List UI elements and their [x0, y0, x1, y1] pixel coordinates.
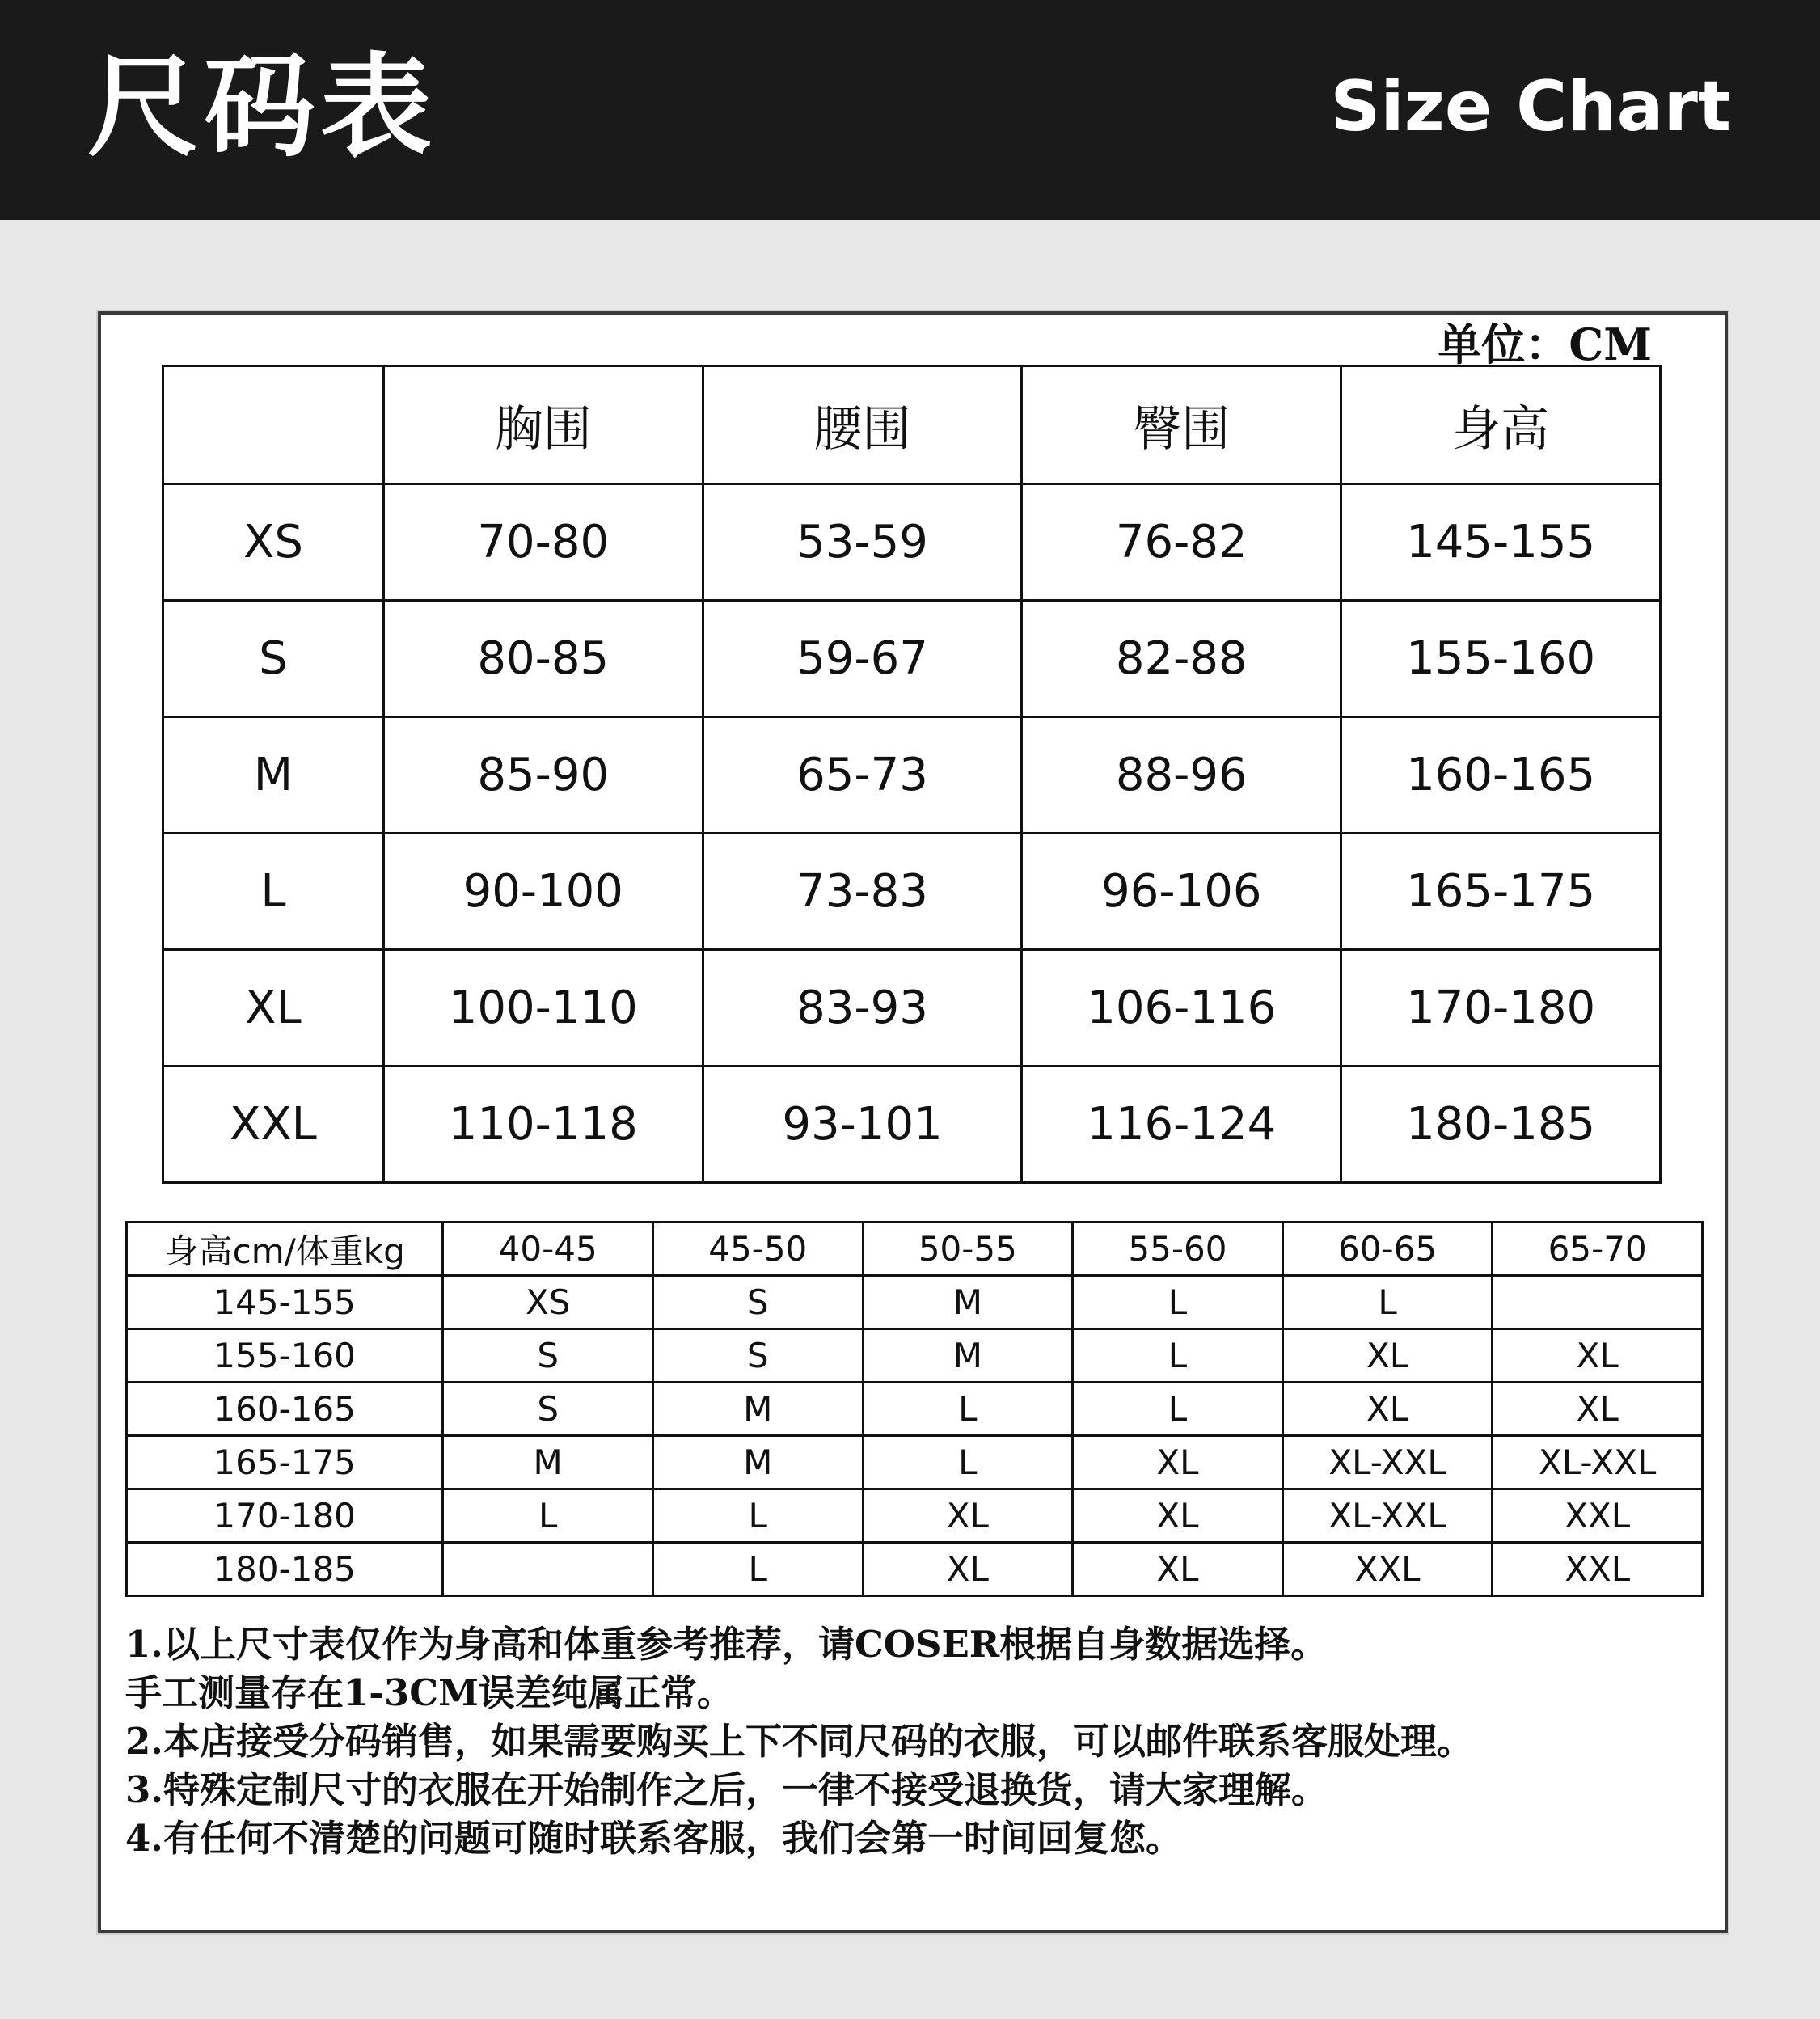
note-line: 4.有任何不清楚的问题可随时联系客服，我们会第一时间回复您。 [125, 1817, 1182, 1860]
row-label-cell: 155-160 [127, 1329, 443, 1383]
table-cell: 82-88 [1022, 601, 1341, 717]
table-cell: XL [1282, 1383, 1493, 1436]
table-cell [443, 1543, 653, 1596]
table-cell: 70-80 [383, 484, 703, 601]
table-cell: XL [1493, 1329, 1703, 1383]
row-label-cell: M [163, 717, 384, 834]
table-cell: XS [443, 1276, 653, 1329]
row-label-cell: 170-180 [127, 1489, 443, 1543]
table-cell [1493, 1276, 1703, 1329]
header-cell: 臀围 [1022, 366, 1341, 484]
table-cell: 65-73 [703, 717, 1022, 834]
table-cell: S [652, 1276, 863, 1329]
table-cell: 155-160 [1341, 601, 1661, 717]
notes-section [125, 1620, 1710, 1863]
row-label-cell: XL [163, 950, 384, 1067]
table-cell: M [863, 1276, 1073, 1329]
table-row [163, 601, 1661, 717]
table-cell: L [652, 1489, 863, 1543]
table-cell: S [652, 1329, 863, 1383]
table-row [163, 834, 1661, 950]
header-cell: 65-70 [1493, 1223, 1703, 1276]
header-cell: 40-45 [443, 1223, 653, 1276]
header-cell: 腰围 [703, 366, 1022, 484]
table-cell: M [443, 1436, 653, 1489]
table-cell: 110-118 [383, 1067, 703, 1183]
table-cell: 96-106 [1022, 834, 1341, 950]
table-cell: 180-185 [1341, 1067, 1661, 1183]
table-cell: XL-XXL [1282, 1436, 1493, 1489]
row-label-cell: 165-175 [127, 1436, 443, 1489]
table-cell: XL [1282, 1329, 1493, 1383]
table-cell: 116-124 [1022, 1067, 1341, 1183]
table-cell: 59-67 [703, 601, 1022, 717]
table-cell: L [863, 1383, 1073, 1436]
table-cell: L [863, 1436, 1073, 1489]
row-label-cell: S [163, 601, 384, 717]
table-cell: 145-155 [1341, 484, 1661, 601]
table-header-row [127, 1223, 1703, 1276]
table-row [163, 484, 1661, 601]
table-row [163, 717, 1661, 834]
table-cell: XL [1073, 1543, 1283, 1596]
header-cell: 60-65 [1282, 1223, 1493, 1276]
note-line: 3.特殊定制尺寸的衣服在开始制作之后，一律不接受退换货，请大家理解。 [125, 1768, 1328, 1811]
row-label-cell: XXL [163, 1067, 384, 1183]
page-title-en: Size Chart [1330, 66, 1731, 147]
table-cell: XXL [1493, 1543, 1703, 1596]
table-cell: XL-XXL [1493, 1436, 1703, 1489]
table-row [127, 1436, 1703, 1489]
header-cell [163, 366, 384, 484]
row-label-cell: L [163, 834, 384, 950]
size-chart-panel [98, 311, 1728, 1933]
table-cell: 93-101 [703, 1067, 1022, 1183]
header-cell: 50-55 [863, 1223, 1073, 1276]
note-line: 手工测量存在1-3CM误差纯属正常。 [125, 1671, 733, 1714]
table-cell: 73-83 [703, 834, 1022, 950]
table-row [127, 1276, 1703, 1329]
row-label-cell: 180-185 [127, 1543, 443, 1596]
table-row [127, 1383, 1703, 1436]
table-row [127, 1543, 1703, 1596]
note-line: 1.以上尺寸表仅作为身高和体重参考推荐，请COSER根据自身数据选择。 [125, 1623, 1328, 1666]
table-cell: XL [1073, 1489, 1283, 1543]
table-cell: 90-100 [383, 834, 703, 950]
table-cell: 85-90 [383, 717, 703, 834]
table-cell: 53-59 [703, 484, 1022, 601]
table-cell: 80-85 [383, 601, 703, 717]
table-cell: M [652, 1436, 863, 1489]
table-cell: 106-116 [1022, 950, 1341, 1067]
table-header-row [163, 366, 1661, 484]
size-measurement-table [162, 365, 1662, 1184]
table-row [163, 950, 1661, 1067]
table-cell: S [443, 1383, 653, 1436]
table-cell: S [443, 1329, 653, 1383]
unit-label: 单位：CM [1438, 319, 1652, 370]
table-cell: 160-165 [1341, 717, 1661, 834]
table-row [163, 1067, 1661, 1183]
header-bar [0, 0, 1820, 220]
table-row [127, 1489, 1703, 1543]
table-cell: L [1073, 1329, 1283, 1383]
header-cell: 身高 [1341, 366, 1661, 484]
table-cell: L [1282, 1276, 1493, 1329]
table-cell: 165-175 [1341, 834, 1661, 950]
header-cell: 45-50 [652, 1223, 863, 1276]
table-cell: XL-XXL [1282, 1489, 1493, 1543]
note-line: 2.本店接受分码销售，如果需要购买上下不同尺码的衣服，可以邮件联系客服处理。 [125, 1720, 1473, 1763]
header-cell: 55-60 [1073, 1223, 1283, 1276]
table-cell: 76-82 [1022, 484, 1341, 601]
table-cell: L [1073, 1276, 1283, 1329]
header-cell: 身高cm/体重kg [127, 1223, 443, 1276]
table-cell: M [652, 1383, 863, 1436]
header-cell: 胸围 [383, 366, 703, 484]
table-cell: L [1073, 1383, 1283, 1436]
row-label-cell: XS [163, 484, 384, 601]
table-cell: 83-93 [703, 950, 1022, 1067]
table-row [127, 1329, 1703, 1383]
table-cell: XL [863, 1489, 1073, 1543]
table-cell: XXL [1282, 1543, 1493, 1596]
table-cell: 88-96 [1022, 717, 1341, 834]
table-cell: L [652, 1543, 863, 1596]
table-cell: M [863, 1329, 1073, 1383]
table-cell: XL [1493, 1383, 1703, 1436]
table-cell: 100-110 [383, 950, 703, 1067]
table-cell: XXL [1493, 1489, 1703, 1543]
table-cell: XL [1073, 1436, 1283, 1489]
row-label-cell: 145-155 [127, 1276, 443, 1329]
row-label-cell: 160-165 [127, 1383, 443, 1436]
height-weight-recommend-table [125, 1221, 1704, 1597]
page-title-cn: 尺码表 [87, 42, 437, 172]
table-cell: L [443, 1489, 653, 1543]
table-cell: 170-180 [1341, 950, 1661, 1067]
table-cell: XL [863, 1543, 1073, 1596]
